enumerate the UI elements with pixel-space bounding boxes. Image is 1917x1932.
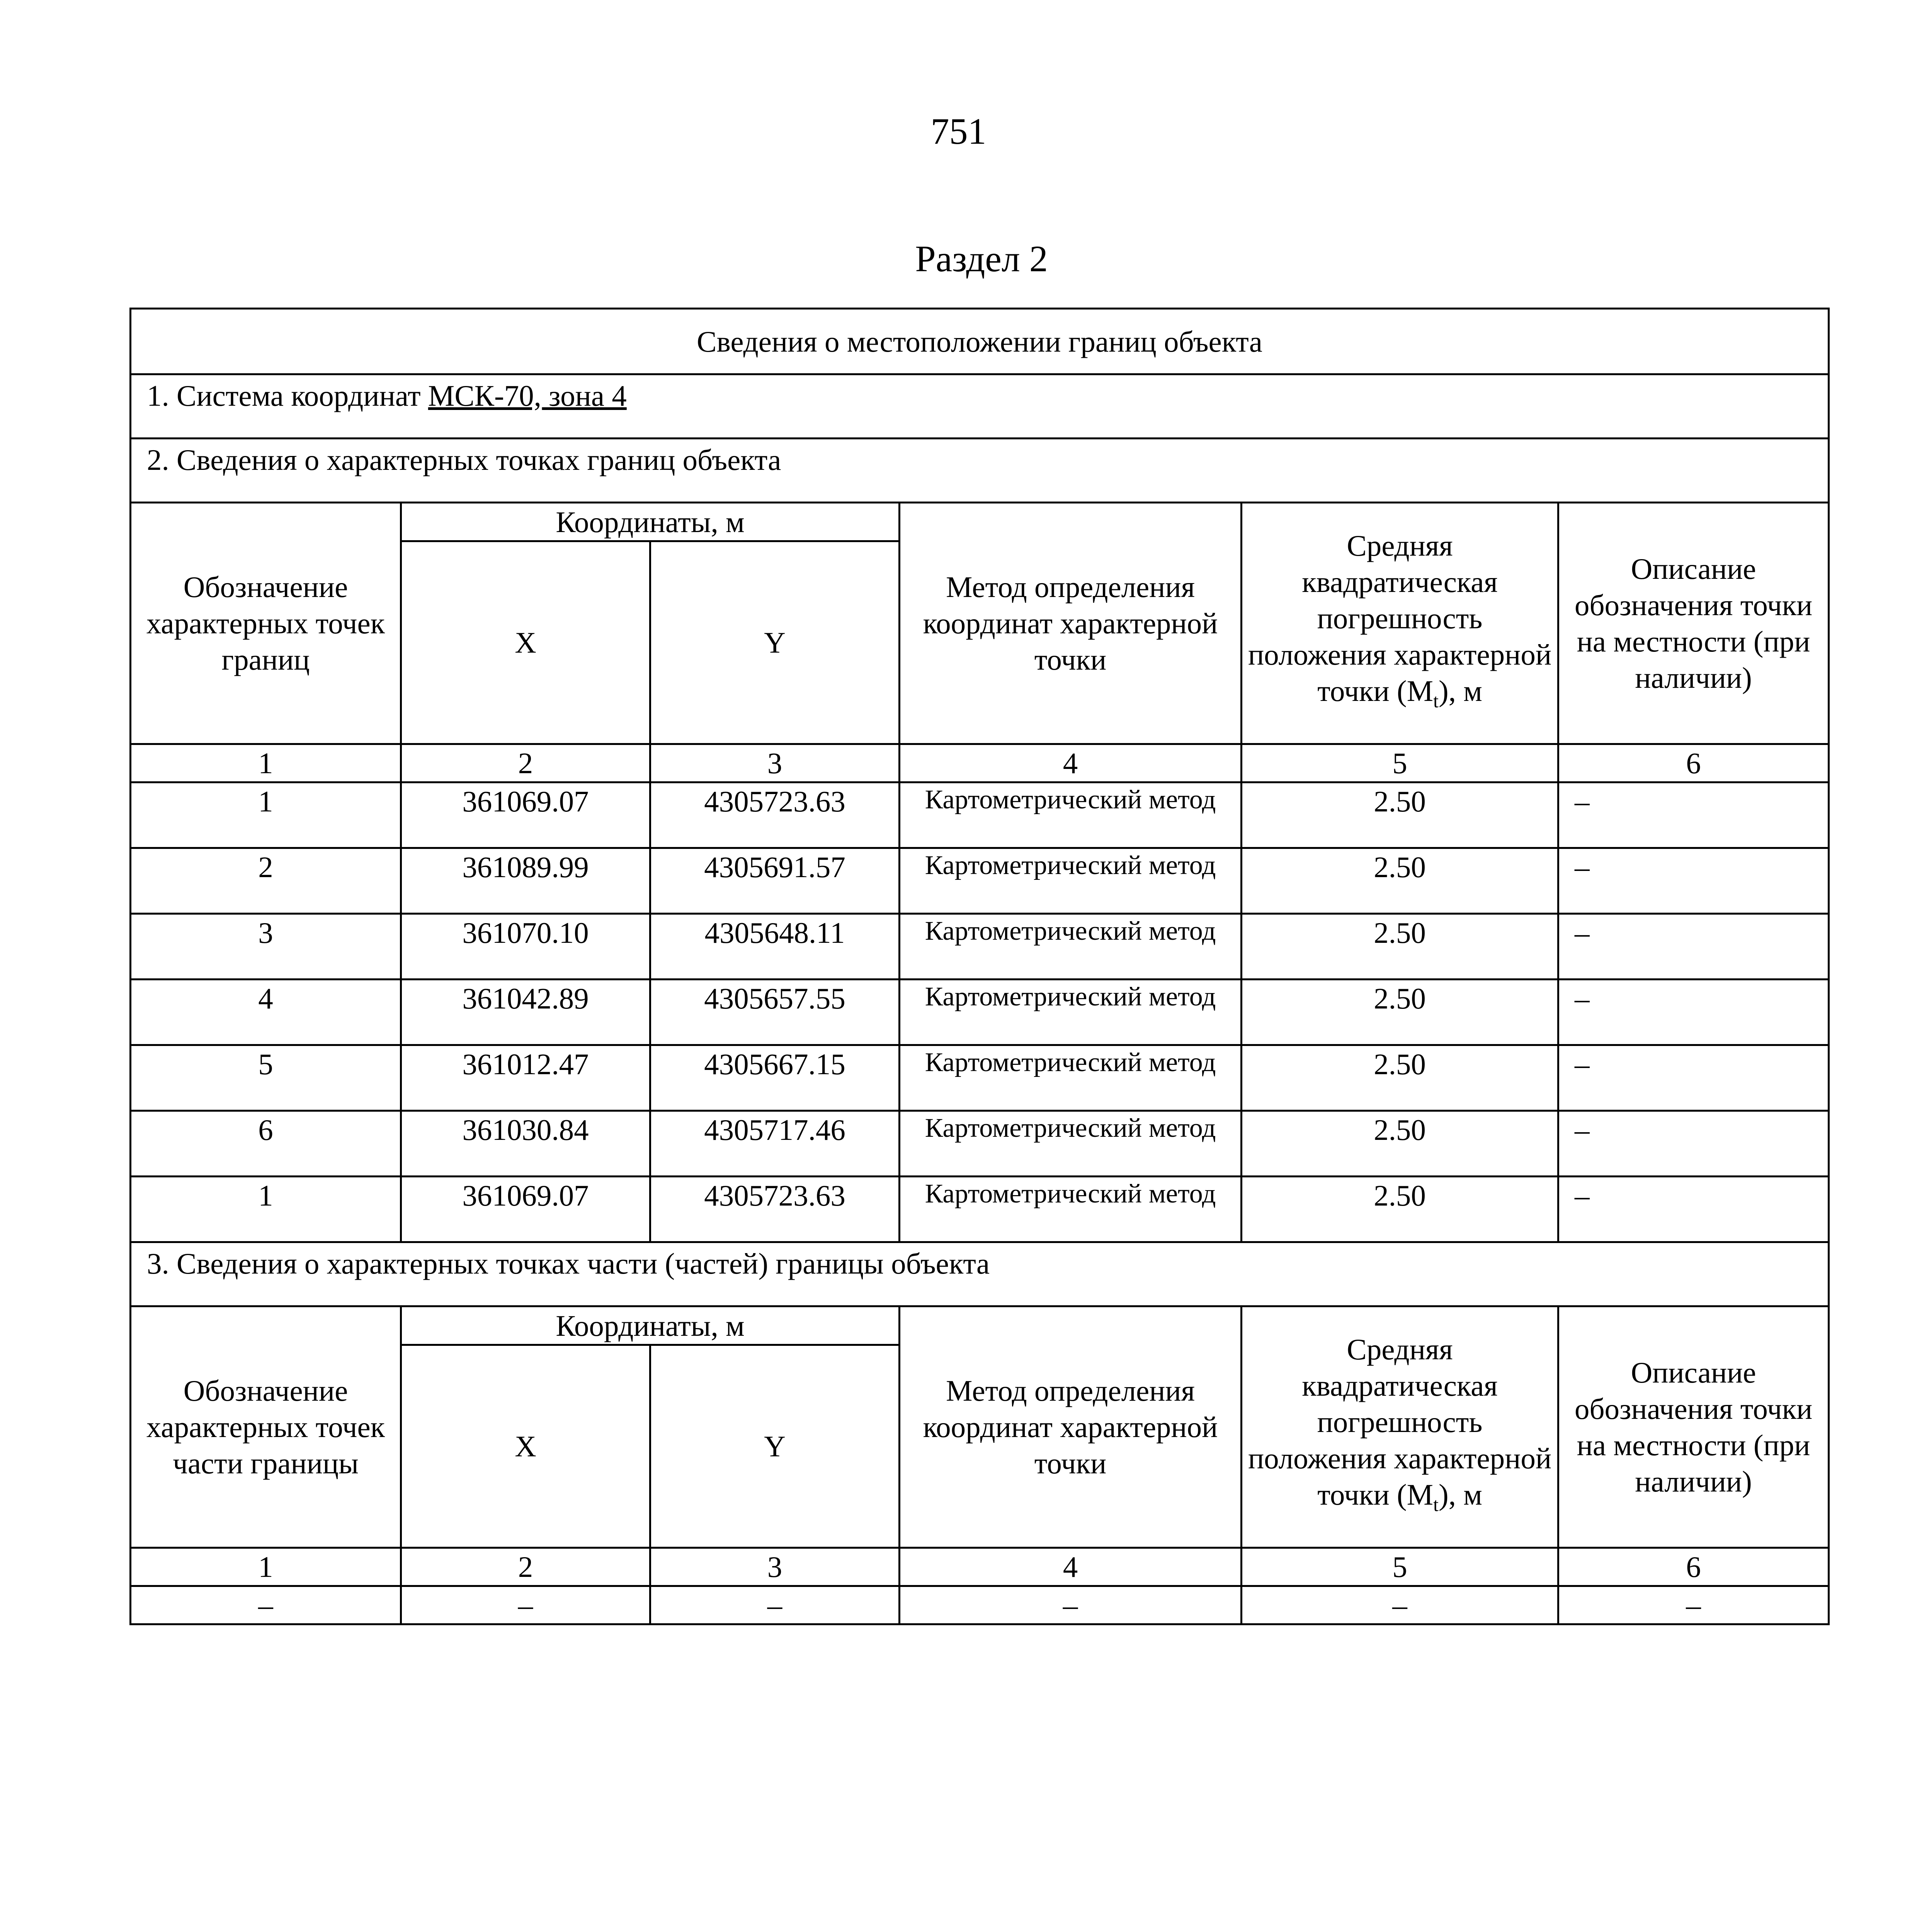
coord-y: 4305723.63 [650, 782, 900, 848]
description: – [1558, 1586, 1829, 1624]
header-x: X [401, 541, 650, 744]
column-number: 2 [401, 744, 650, 782]
column-number: 6 [1558, 1548, 1829, 1586]
error: 2.50 [1242, 1111, 1558, 1177]
coord-x: 361042.89 [401, 980, 650, 1045]
method: Картометрический метод [900, 782, 1242, 848]
coord-y: 4305691.57 [650, 848, 900, 914]
column-number: 3 [650, 744, 900, 782]
column-number: 2 [401, 1548, 650, 1586]
header-description: Описание обозначения точки на местности (при наличии) [1558, 503, 1829, 744]
coord-x: 361012.47 [401, 1045, 650, 1111]
point-number: 5 [131, 1045, 401, 1111]
error: 2.50 [1242, 1177, 1558, 1242]
description: – [1558, 848, 1829, 914]
coord-x: 361070.10 [401, 914, 650, 980]
header-description: Описание обозначения точки на местности (при наличии) [1558, 1306, 1829, 1548]
section-title: Раздел 2 [915, 238, 1048, 279]
table-row [131, 1111, 1829, 1177]
description: – [1558, 980, 1829, 1045]
coord-x: – [401, 1586, 650, 1624]
section3-title: 3. Сведения о характерных точках части (частей) границы объекта [131, 1242, 1829, 1306]
header-method: Метод определения координат характерной точки [900, 503, 1242, 744]
coord-x: 361069.07 [401, 1177, 650, 1242]
header-y: Y [650, 541, 900, 744]
point-number: 6 [131, 1111, 401, 1177]
coord-x: 361069.07 [401, 782, 650, 848]
method: Картометрический метод [900, 914, 1242, 980]
header-y: Y [650, 1345, 900, 1548]
column-number: 5 [1242, 1548, 1558, 1586]
column-number: 4 [900, 1548, 1242, 1586]
description: – [1558, 782, 1829, 848]
method: Картометрический метод [900, 1045, 1242, 1111]
coord-x: 361089.99 [401, 848, 650, 914]
method: – [900, 1586, 1242, 1624]
table-row [131, 782, 1829, 848]
error: 2.50 [1242, 914, 1558, 980]
header-x: X [401, 1345, 650, 1548]
description: – [1558, 1045, 1829, 1111]
description: – [1558, 914, 1829, 980]
table-row [131, 1586, 1829, 1624]
error: 2.50 [1242, 848, 1558, 914]
header-error: Средняя квадратическая погрешность положения характерной точки $(M_t)$, м [1242, 503, 1558, 744]
coord-y: 4305717.46 [650, 1111, 900, 1177]
table-title: Сведения о местоположении границ объекта [131, 309, 1829, 374]
method: Картометрический метод [900, 848, 1242, 914]
table-row [131, 848, 1829, 914]
point-number: 4 [131, 980, 401, 1045]
description: – [1558, 1177, 1829, 1242]
error: – [1242, 1586, 1558, 1624]
table-row [131, 914, 1829, 980]
column-number: 1 [131, 1548, 401, 1586]
point-number: – [131, 1586, 401, 1624]
header-method: Метод определения координат характерной точки [900, 1306, 1242, 1548]
coord-system-label: 1. Система координат [147, 379, 428, 412]
coord-x: 361030.84 [401, 1111, 650, 1177]
description: – [1558, 1111, 1829, 1177]
column-number: 4 [900, 744, 1242, 782]
coord-system-row [131, 374, 1829, 439]
page-number: 751 [930, 111, 987, 152]
table-row [131, 1045, 1829, 1111]
column-number: 3 [650, 1548, 900, 1586]
coord-y: 4305648.11 [650, 914, 900, 980]
table-row [131, 980, 1829, 1045]
point-number: 2 [131, 848, 401, 914]
method: Картометрический метод [900, 1177, 1242, 1242]
section2-title: 2. Сведения о характерных точках границ объекта [131, 439, 1829, 503]
header-error: Средняя квадратическая погрешность положения характерной точки $(M_t)$, м [1242, 1306, 1558, 1548]
coord-y: 4305667.15 [650, 1045, 900, 1111]
header-point-designation: Обозначение характерных точек границ [131, 503, 401, 744]
boundary-table [129, 308, 1830, 1625]
method: Картометрический метод [900, 980, 1242, 1045]
error: 2.50 [1242, 782, 1558, 848]
column-number: 5 [1242, 744, 1558, 782]
point-number: 3 [131, 914, 401, 980]
point-number: 1 [131, 782, 401, 848]
column-number: 1 [131, 744, 401, 782]
error: 2.50 [1242, 1045, 1558, 1111]
point-number: 1 [131, 1177, 401, 1242]
coord-system-value: МСК-70, зона 4 [428, 379, 627, 412]
method: Картометрический метод [900, 1111, 1242, 1177]
coord-y: 4305723.63 [650, 1177, 900, 1242]
table-row [131, 1177, 1829, 1242]
header-coordinates: Координаты, м [401, 1306, 900, 1345]
coord-y: – [650, 1586, 900, 1624]
column-number: 6 [1558, 744, 1829, 782]
header-coordinates: Координаты, м [401, 503, 900, 541]
coord-y: 4305657.55 [650, 980, 900, 1045]
header-point-designation-part: Обозначение характерных точек части границы [131, 1306, 401, 1548]
error: 2.50 [1242, 980, 1558, 1045]
